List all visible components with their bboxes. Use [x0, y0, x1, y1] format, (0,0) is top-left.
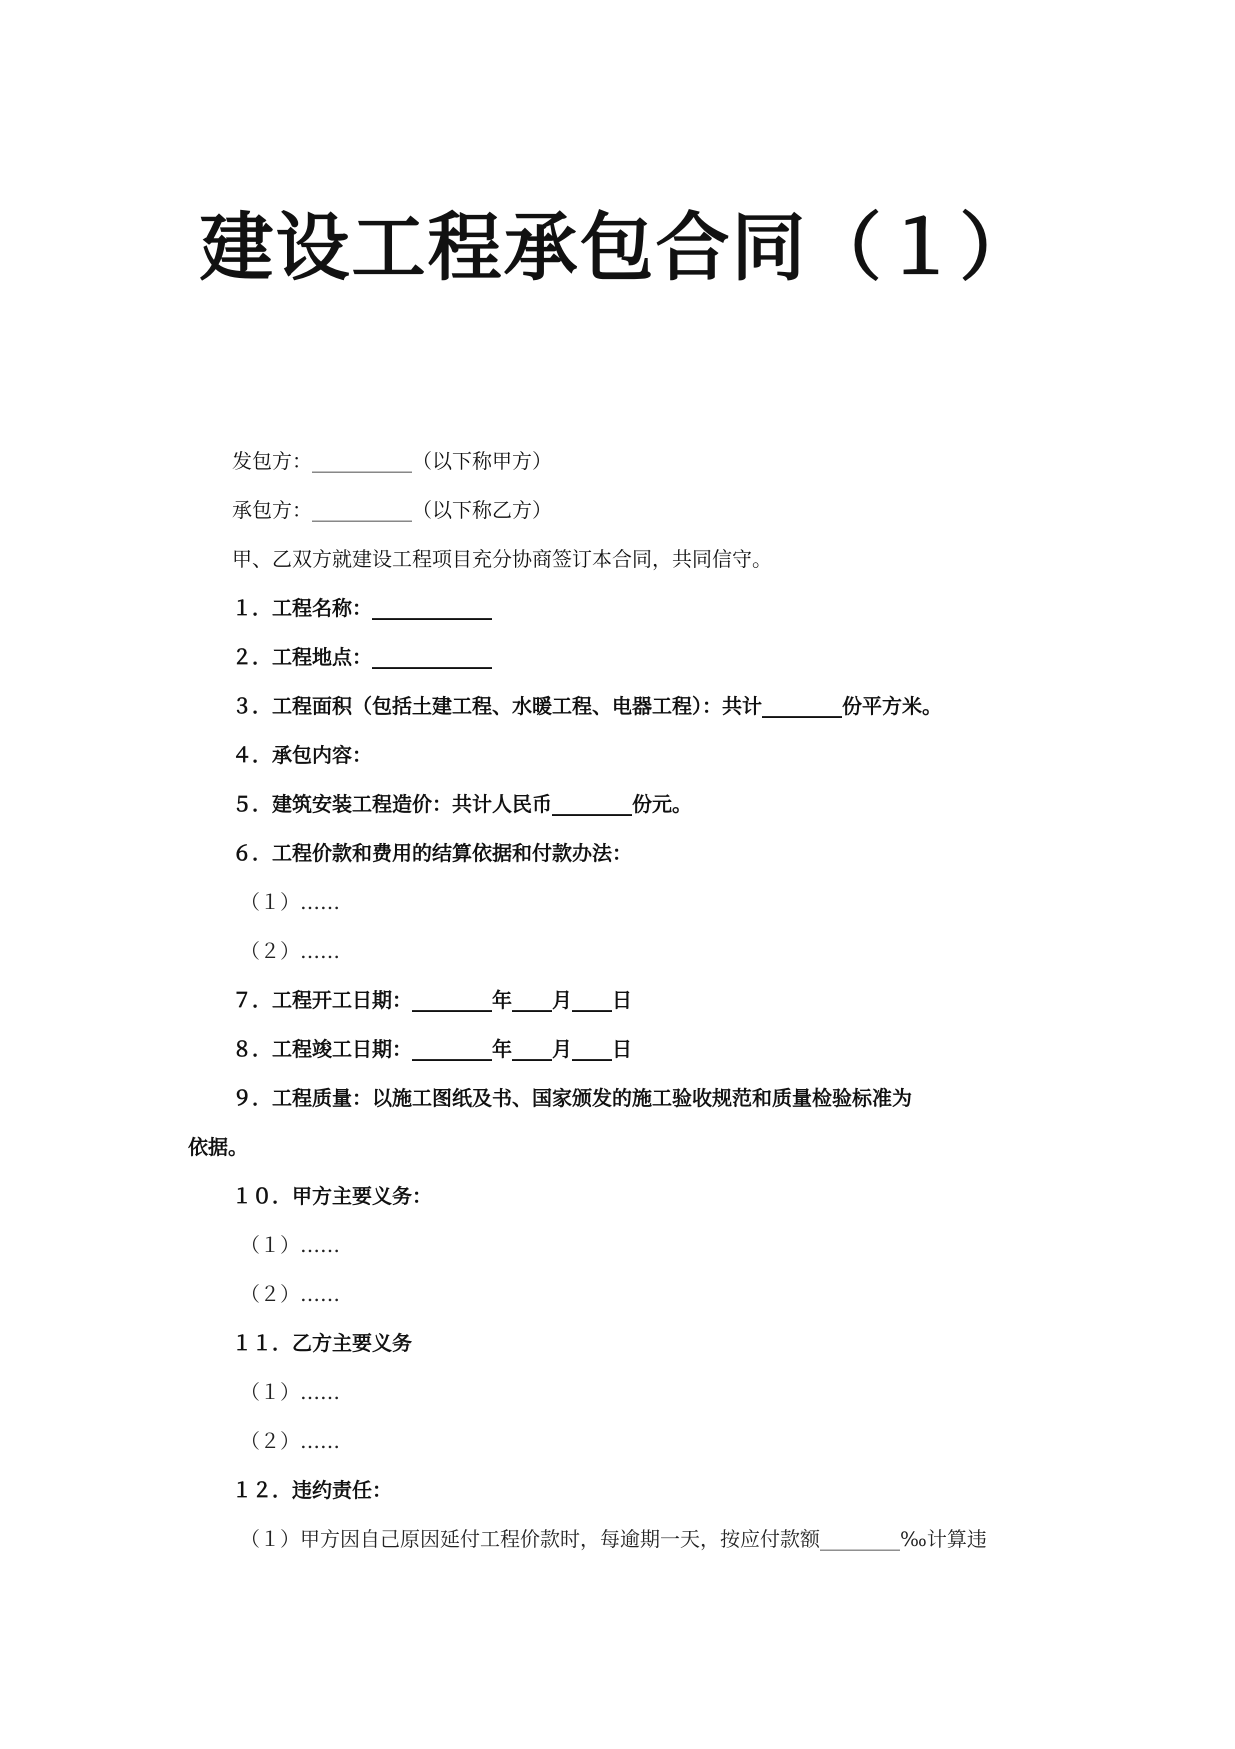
- line-employer: 发包方：__________（以下称甲方）: [232, 449, 552, 473]
- clause-12-liability: １２．违约责任：: [232, 1478, 392, 1502]
- clause-7-start-date: ７．工程开工日期：________年____月____日: [232, 988, 632, 1012]
- clause-5-cost: ５．建筑安装工程造价：共计人民币________份元。: [232, 792, 692, 816]
- clause-6-item-1: （１）……: [240, 890, 340, 914]
- clause-10-item-1: （１）……: [240, 1233, 340, 1257]
- clause-9-continuation: 依据。: [188, 1135, 248, 1159]
- clause-11-item-2: （２）……: [240, 1429, 340, 1453]
- clause-8-completion-date: ８．工程竣工日期：________年____月____日: [232, 1037, 632, 1061]
- clause-3-project-area: ３．工程面积（包括土建工程、水暖工程、电器工程）：共计________份平方米。: [232, 694, 942, 718]
- clause-2-project-location: ２．工程地点：____________: [232, 645, 492, 669]
- page-title: 建设工程承包合同（１）: [199, 205, 1036, 291]
- clause-1-project-name: １．工程名称：____________: [232, 596, 492, 620]
- clause-6-item-2: （２）……: [240, 939, 340, 963]
- clause-11-party-b-obligations: １１．乙方主要义务: [232, 1331, 412, 1355]
- clause-4-scope: ４．承包内容：: [232, 743, 372, 767]
- clause-10-party-a-obligations: １０．甲方主要义务：: [232, 1184, 432, 1208]
- document-body: [0, 437, 1235, 1564]
- clause-11-item-1: （１）……: [240, 1380, 340, 1404]
- clause-12-item-1: （１）甲方因自己原因延付工程价款时，每逾期一天，按应付款额________‰计算违: [240, 1527, 987, 1551]
- clause-9-quality: ９．工程质量：以施工图纸及书、国家颁发的施工验收规范和质量检验标准为: [232, 1086, 912, 1110]
- line-contractor: 承包方：__________（以下称乙方）: [232, 498, 552, 522]
- line-preamble: 甲、乙双方就建设工程项目充分协商签订本合同，共同信守。: [232, 547, 772, 571]
- clause-6-payment: ６．工程价款和费用的结算依据和付款办法：: [232, 841, 632, 865]
- clause-10-item-2: （２）……: [240, 1282, 340, 1306]
